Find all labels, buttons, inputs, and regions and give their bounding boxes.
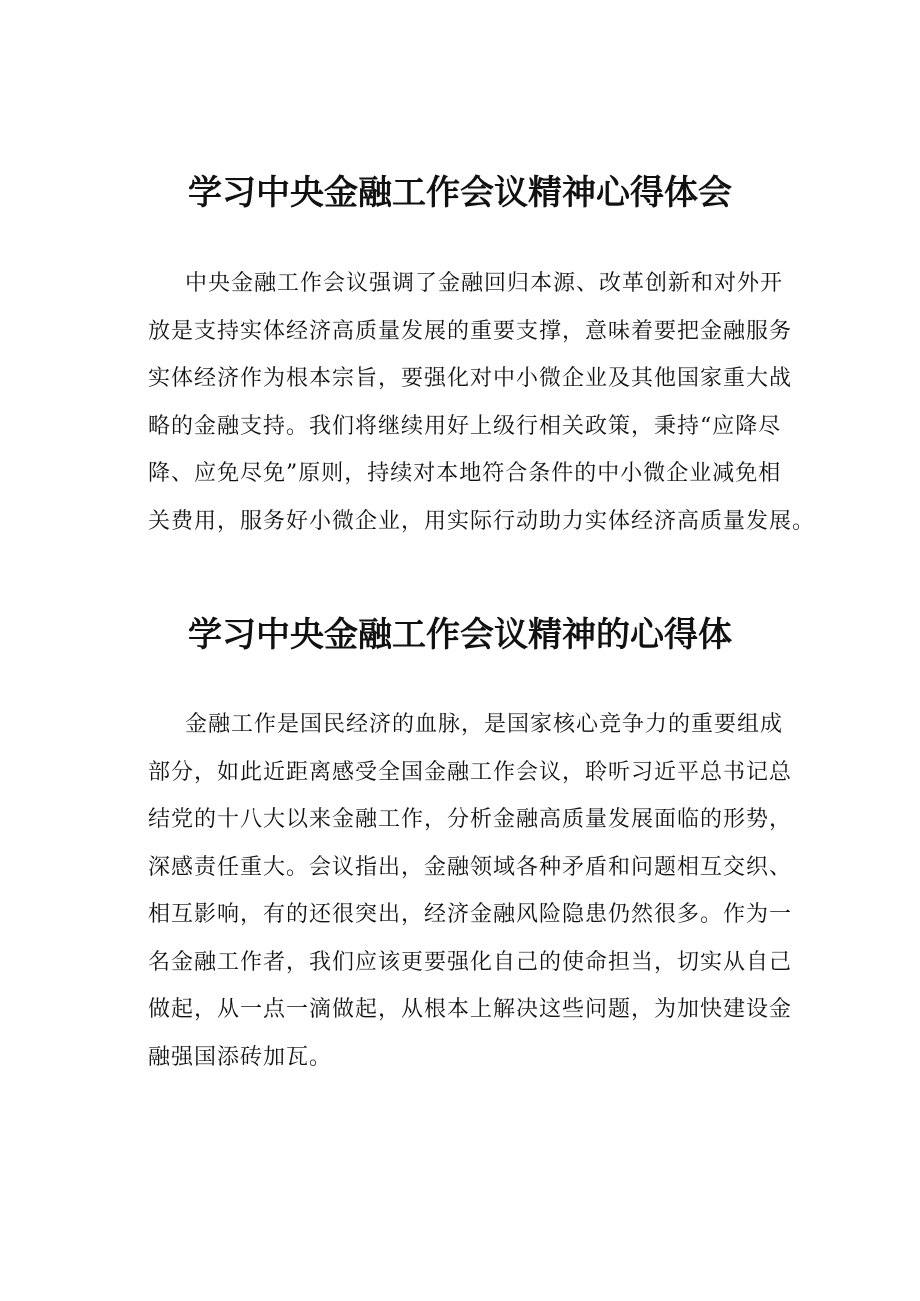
paragraph-line: 中央金融工作会议强调了金融回归本源、改革创新和对外开 [185, 271, 784, 296]
paragraph-line: 降、应免尽免”原则，持续对本地符合条件的中小微企业减免相 [148, 461, 782, 486]
section-1-title: 学习中央金融工作会议精神心得体会 [188, 173, 732, 213]
paragraph-line: 融强国添砖加瓦。 [148, 1044, 333, 1070]
paragraph-line: 关费用，服务好小微企业，用实际行动助力实体经济高质量发展。 [148, 508, 816, 534]
section-2-paragraph [148, 701, 808, 1081]
paragraph-line: 金融工作是国民经济的血脉，是国家核心竞争力的重要组成 [185, 712, 784, 737]
paragraph-line: 放是支持实体经济高质量发展的重要支撑，意味着要把金融服务 [148, 318, 793, 344]
paragraph-line: 做起，从一点一滴做起，从根本上解决这些问题，为加快建设金 [148, 997, 793, 1022]
section-1-paragraph [148, 260, 816, 545]
paragraph-line: 实体经济作为根本宗旨，要强化对中小微企业及其他国家重大战 [148, 366, 793, 391]
paragraph-line: 相互影响，有的还很突出，经济金融风险隐患仍然很多。作为一 [148, 902, 793, 927]
paragraph-line: 深感责任重大。会议指出，金融领域各种矛盾和问题相互交织、 [148, 854, 793, 880]
paragraph-line: 结党的十八大以来金融工作，分析金融高质量发展面临的形势， [148, 807, 793, 832]
section-2-title: 学习中央金融工作会议精神的心得体 [188, 615, 732, 655]
paragraph-line: 名金融工作者，我们应该更要强化自己的使命担当，切实从自己 [148, 949, 793, 975]
paragraph-line: 部分，如此近距离感受全国金融工作会议，聆听习近平总书记总 [148, 759, 793, 785]
paragraph-line: 略的金融支持。我们将继续用好上级行相关政策，秉持“应降尽 [148, 413, 782, 439]
